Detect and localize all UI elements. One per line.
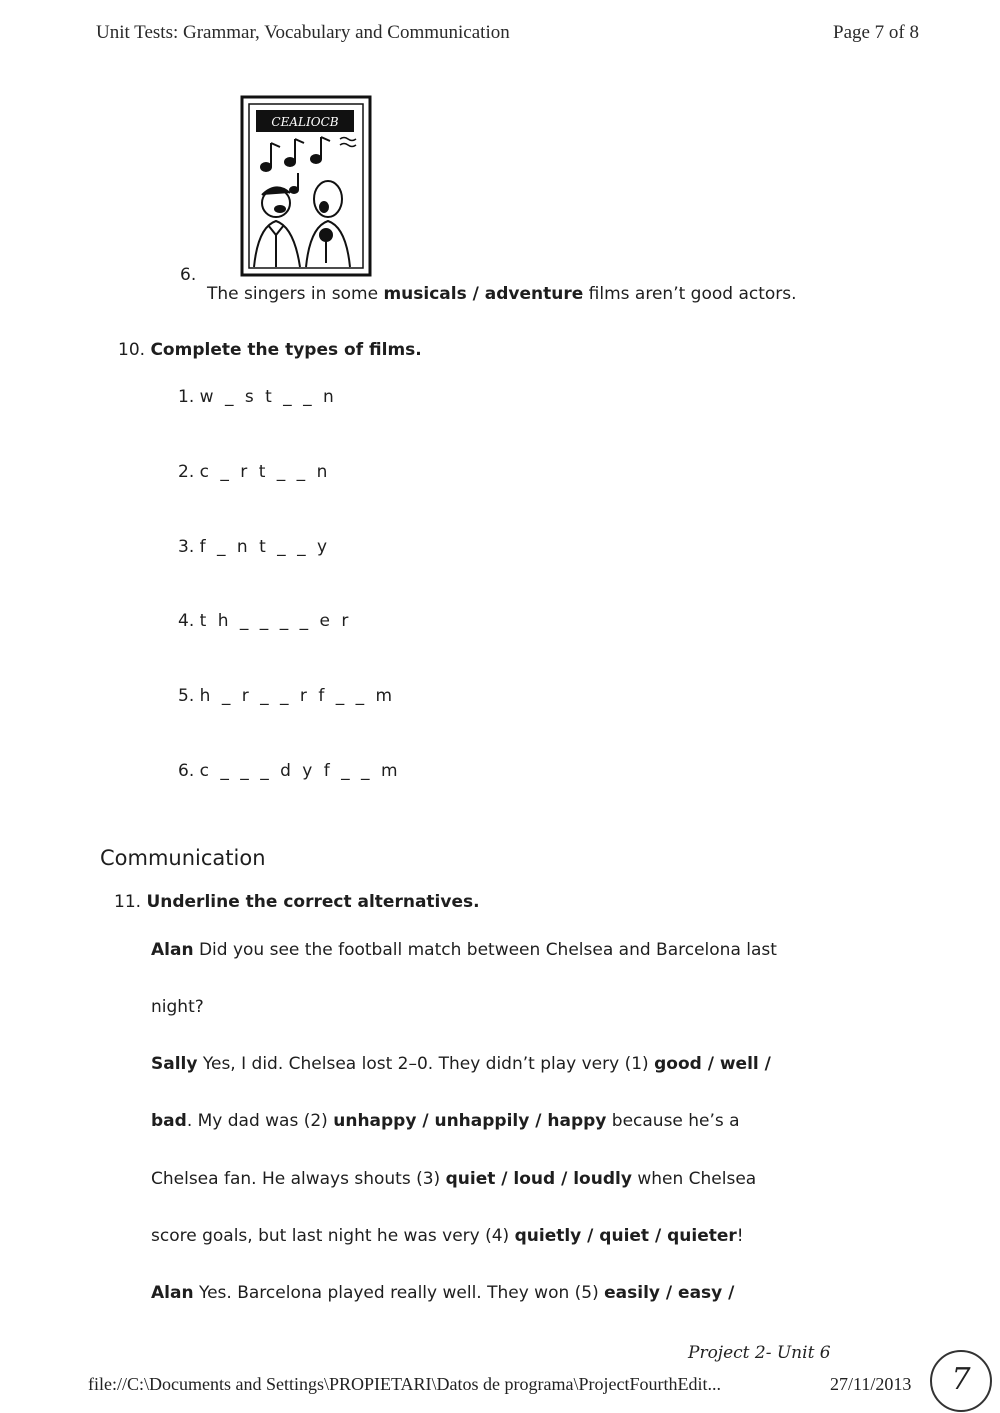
- ex10-number: 10.: [118, 340, 146, 360]
- musical-poster-illustration: [240, 95, 372, 277]
- ex10-item-3: 3. f _ n t _ _ y: [178, 537, 331, 557]
- circled-page-number: 7: [930, 1350, 992, 1412]
- dialogue-line-1: Alan Did you see the football match between Chelsea and Barcelona last: [151, 940, 777, 960]
- choice-2: unhappy / unhappily / happy: [333, 1111, 607, 1131]
- dialogue-line-6: score goals, but last night he was very (4) quietly / quiet / quieter!: [151, 1226, 744, 1246]
- choice-1: good / well /: [654, 1054, 771, 1074]
- ex10-item-4: 4. t h _ _ _ _ e r: [178, 611, 352, 631]
- ex11-number: 11.: [114, 892, 142, 912]
- ex9-item-number: 6.: [180, 265, 197, 285]
- dialogue-line-4: bad. My dad was (2) unhappy / unhappily / happy because he’s a: [151, 1111, 740, 1131]
- ex10-instruction: Complete the types of films.: [150, 340, 422, 360]
- ex11-heading: [114, 892, 480, 912]
- ex10-heading: [118, 340, 422, 360]
- ex11-instruction: Underline the correct alternatives.: [146, 892, 480, 912]
- ex10-item-2: 2. c _ r t _ _ n: [178, 462, 331, 482]
- ex10-item-6: 6. c _ _ _ d y f _ _ m: [178, 761, 401, 781]
- page-number: Page 7 of 8: [833, 22, 920, 43]
- dialogue-line-5: Chelsea fan. He always shouts (3) quiet / loud / loudly when Chelsea: [151, 1169, 757, 1189]
- dialogue-line-3: Sally Yes, I did. Chelsea lost 2–0. They didn’t play very (1) good / well /: [151, 1054, 771, 1074]
- section-heading-communication: Communication: [100, 846, 266, 870]
- choice-3: quiet / loud / loudly: [445, 1169, 632, 1189]
- ex10-item-1: 1. w _ s t _ _ n: [178, 387, 337, 407]
- dialogue-line-2: night?: [151, 997, 204, 1017]
- dialogue-line-7: Alan Yes. Barcelona played really well. They won (5) easily / easy /: [151, 1283, 735, 1303]
- ex10-item-5: 5. h _ r _ _ r f _ _ m: [178, 686, 396, 706]
- choice-5: easily / easy /: [604, 1283, 735, 1303]
- page-header-title: Unit Tests: Grammar, Vocabulary and Communication: [96, 22, 510, 43]
- handwritten-note: Project 2- Unit 6: [688, 1343, 831, 1363]
- poster-title: CEALIOCB: [271, 115, 339, 129]
- footer-file-path: file://C:\Documents and Settings\PROPIETARI\Datos de programa\ProjectFourthEdit...: [88, 1374, 721, 1394]
- ex9-item-sentence: The singers in some musicals / adventure films aren’t good actors.: [207, 284, 797, 304]
- footer-date: 27/11/2013: [830, 1374, 912, 1394]
- choice-4: quietly / quiet / quieter: [514, 1226, 737, 1246]
